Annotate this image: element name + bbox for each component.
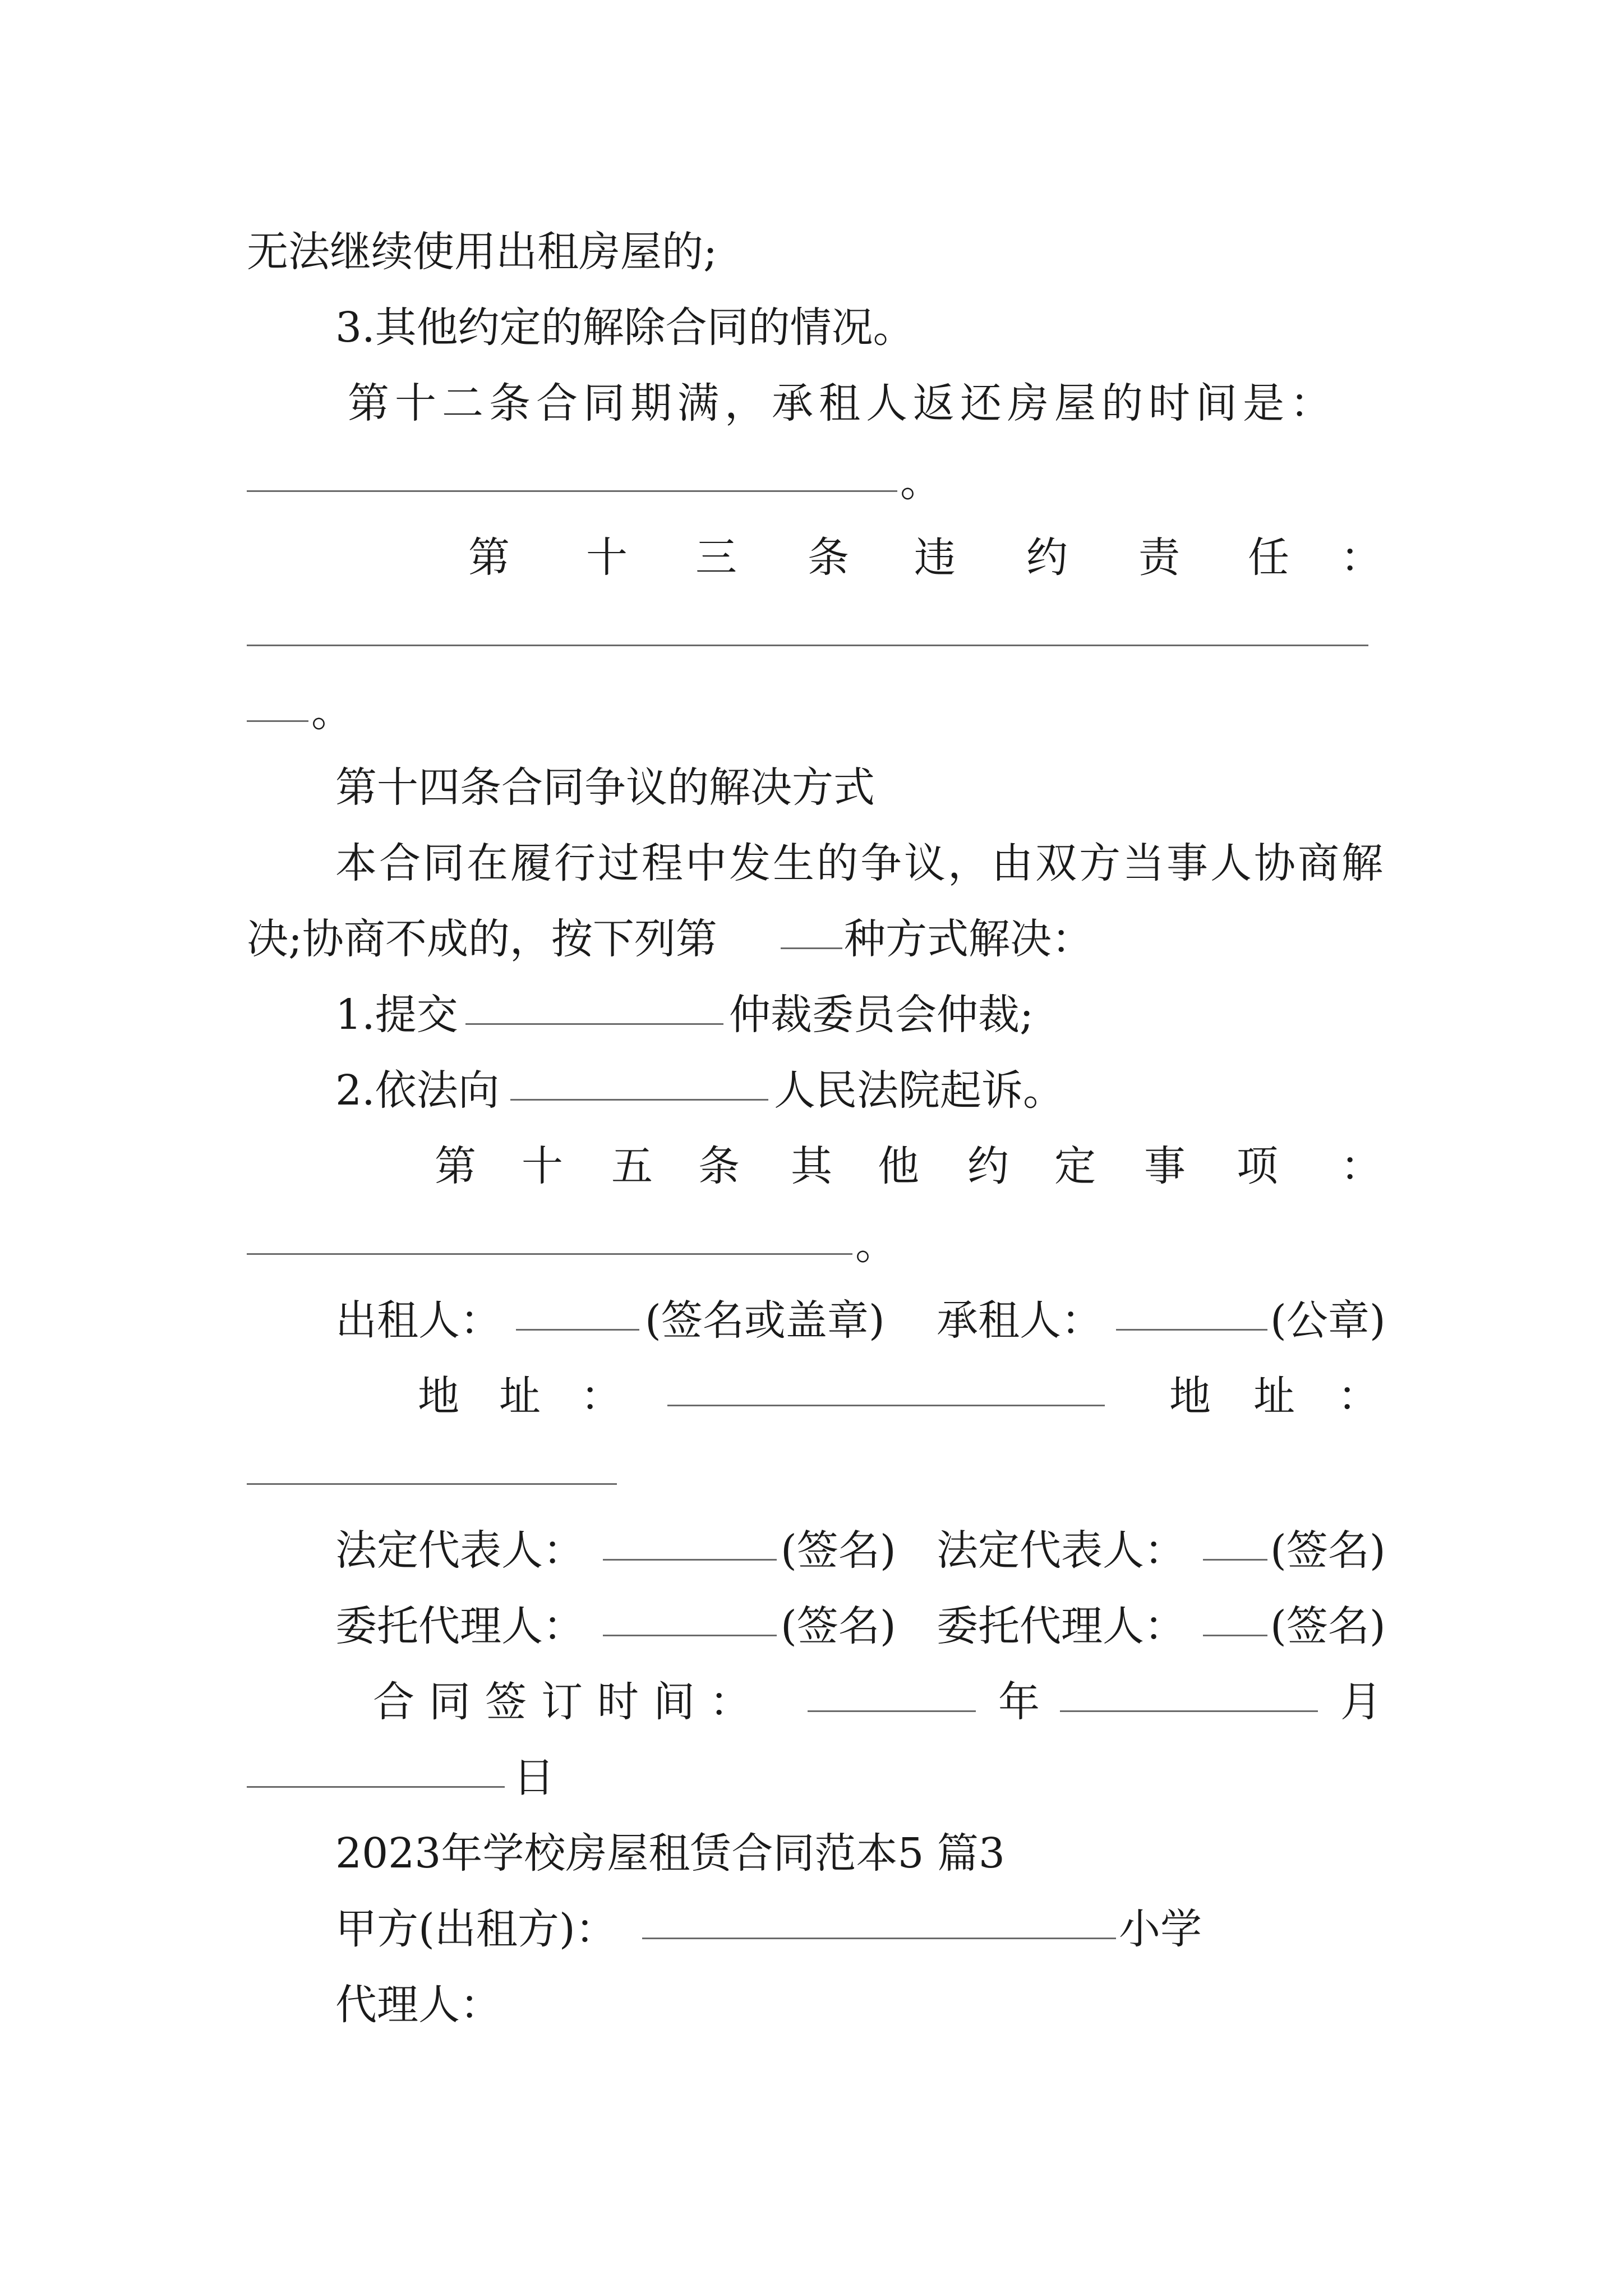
fill-blank-line <box>0 1745 1623 1806</box>
spaced-char: 他 <box>878 1142 919 1190</box>
spaced-char: 事 <box>1144 1142 1186 1190</box>
spaced-char: 责 <box>1138 533 1180 582</box>
line-text: 委托代理人： <box>335 1602 584 1650</box>
address-line <box>0 1363 1623 1425</box>
fill-blank[interactable] <box>808 1710 976 1712</box>
fill-blank[interactable] <box>465 1023 723 1025</box>
spaced-char: 其 <box>791 1142 832 1190</box>
fill-blank[interactable] <box>247 720 308 722</box>
fill-blank[interactable] <box>247 1483 617 1485</box>
fill-blank[interactable] <box>1203 1559 1267 1561</box>
fill-blank-line <box>0 449 1623 510</box>
line-text: 种方式解决： <box>844 915 1093 963</box>
fill-blank[interactable] <box>603 1559 777 1561</box>
line-text: 年 <box>998 1678 1040 1726</box>
line-text: 甲方(出租方)： <box>335 1905 617 1953</box>
agent-line <box>0 1972 1623 2033</box>
fill-blank-line <box>0 1442 1623 1503</box>
line-text: (公章) <box>1270 1296 1386 1345</box>
text-line <box>0 830 1623 892</box>
line-text: 决;协商不成的，按下列第 <box>247 915 717 963</box>
line-text: (签名) <box>1270 1602 1386 1650</box>
fill-blank[interactable] <box>667 1405 1105 1406</box>
fill-blank[interactable] <box>247 1253 852 1255</box>
spaced-char: 十 <box>522 1142 563 1190</box>
text-line <box>0 219 1623 280</box>
spaced-char: 地 <box>418 1372 459 1420</box>
line-text: 出租人： <box>335 1296 501 1345</box>
fill-blank-line <box>0 679 1623 740</box>
party-a-line <box>0 1896 1623 1958</box>
fill-blank[interactable] <box>1116 1329 1267 1331</box>
line-text: 第十四条合同争议的解决方式 <box>335 763 875 812</box>
fill-blank[interactable] <box>247 645 1368 646</box>
spaced-char: 订 <box>541 1678 583 1726</box>
spaced-char: 任 <box>1248 533 1289 582</box>
spaced-char: 违 <box>914 533 956 582</box>
line-text: 2023年学校房屋租赁合同范本5 篇3 <box>335 1829 1006 1878</box>
article-12-line <box>0 370 1623 432</box>
line-text: 承租人： <box>937 1296 1103 1345</box>
spaced-char: 十 <box>586 533 628 582</box>
article-15-heading <box>0 1133 1623 1195</box>
line-text: 月 <box>1340 1678 1382 1726</box>
spaced-char: 三 <box>695 533 737 582</box>
line-text: 1.提交 <box>335 991 458 1039</box>
line-text: 本合同在履行过程中发生的争议，由双方当事人协商解 <box>335 839 1385 887</box>
spaced-char: 条 <box>698 1142 740 1190</box>
fill-blank[interactable] <box>642 1938 1116 1939</box>
text-line <box>0 295 1623 356</box>
spaced-char: 约 <box>1026 533 1068 582</box>
spaced-char: 间 <box>653 1678 695 1726</box>
fill-blank[interactable] <box>247 1786 505 1788</box>
spaced-char: 合 <box>373 1678 414 1726</box>
line-text: (签名) <box>781 1602 896 1650</box>
fill-blank-line <box>0 603 1623 665</box>
line-text: 代理人： <box>335 1981 501 2029</box>
spaced-char: 条 <box>808 533 849 582</box>
spaced-char: 同 <box>429 1678 471 1726</box>
section-title <box>0 1820 1623 1882</box>
fill-blank[interactable] <box>603 1635 777 1636</box>
signature-line <box>0 1287 1623 1349</box>
line-text: (签名) <box>1270 1526 1386 1575</box>
spaced-char: ： <box>1338 1372 1379 1420</box>
line-text: 无法继续使用出租房屋的; <box>247 228 717 276</box>
line-end: 。 <box>311 688 353 736</box>
spaced-char: ： <box>709 1678 751 1726</box>
fill-blank[interactable] <box>516 1329 639 1331</box>
article-14-heading <box>0 754 1623 816</box>
line-text: 委托代理人： <box>937 1602 1186 1650</box>
line-text: 第十二条合同期满，承租人返还房屋的时间是： <box>348 379 1337 427</box>
line-text: (签名或盖章) <box>645 1296 885 1345</box>
spaced-char: 地 <box>1169 1372 1211 1420</box>
line-text: (签名) <box>781 1526 896 1575</box>
spaced-char: 址 <box>1253 1372 1295 1420</box>
line-text: 2.依法向 <box>335 1066 500 1115</box>
spaced-char: 址 <box>499 1372 541 1420</box>
spaced-char: 签 <box>485 1678 527 1726</box>
line-text: 仲裁委员会仲裁; <box>729 991 1034 1039</box>
line-text: 法定代表人： <box>937 1526 1186 1575</box>
spaced-char: ： <box>1340 533 1382 582</box>
article-13-heading <box>0 524 1623 586</box>
spaced-char: ： <box>1340 1142 1382 1190</box>
spaced-char: 项 <box>1237 1142 1278 1190</box>
fill-blank[interactable] <box>247 490 897 492</box>
fill-blank[interactable] <box>1203 1635 1267 1636</box>
line-text: 人民法院起诉。 <box>774 1066 1064 1115</box>
signature-line <box>0 1517 1623 1579</box>
spaced-char: 五 <box>611 1142 653 1190</box>
fill-blank-line <box>0 1212 1623 1273</box>
fill-blank[interactable] <box>1060 1710 1318 1712</box>
line-text: 法定代表人： <box>335 1526 584 1575</box>
line-text: 3.其他约定的解除合同的情况。 <box>335 303 915 352</box>
text-line <box>0 906 1623 968</box>
spaced-char: 第 <box>435 1142 476 1190</box>
spaced-char: ： <box>580 1372 622 1420</box>
signature-line <box>0 1593 1623 1655</box>
spaced-char: 约 <box>967 1142 1009 1190</box>
line-text: 日 <box>513 1754 555 1802</box>
line-end: 。 <box>900 458 942 506</box>
line-text: 小学 <box>1119 1905 1202 1953</box>
spaced-char: 时 <box>597 1678 639 1726</box>
text-line <box>0 982 1623 1043</box>
fill-blank[interactable] <box>781 947 842 949</box>
signing-date-line <box>0 1669 1623 1731</box>
text-line <box>0 1057 1623 1119</box>
spaced-char: 第 <box>468 533 510 582</box>
fill-blank[interactable] <box>510 1099 768 1101</box>
spaced-char: 定 <box>1054 1142 1096 1190</box>
line-end: 。 <box>855 1221 897 1269</box>
